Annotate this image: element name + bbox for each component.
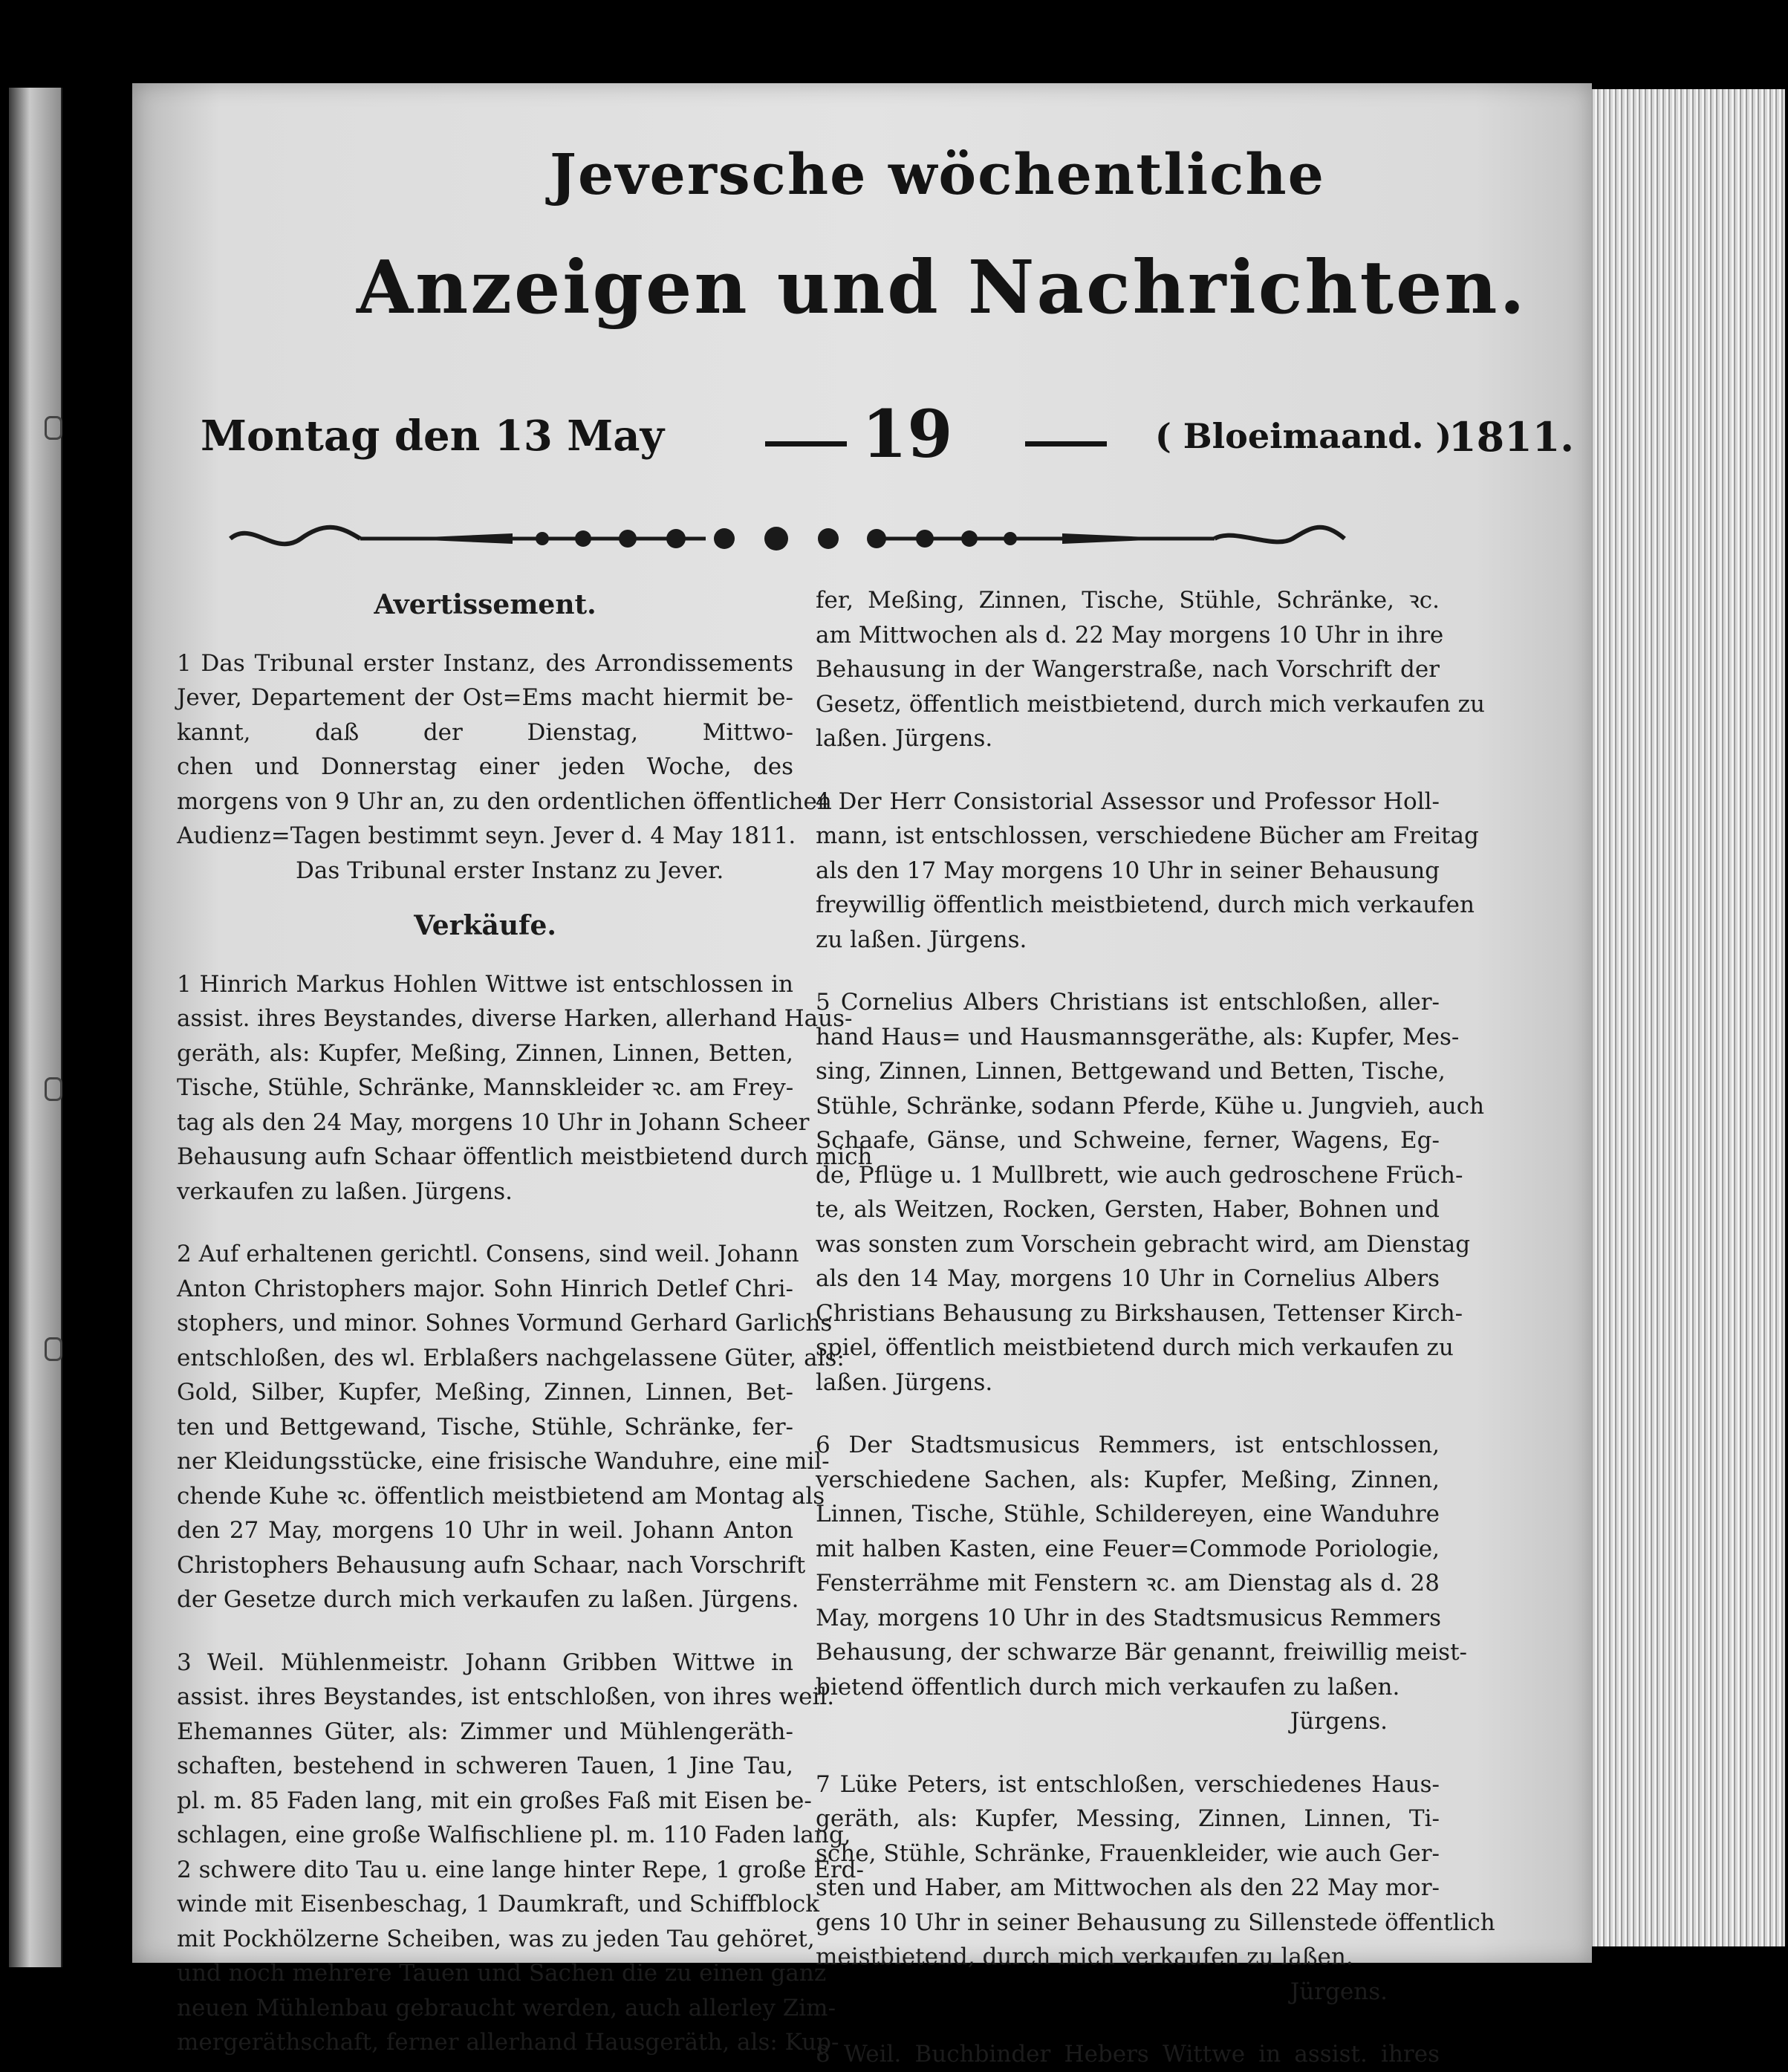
text-line: sten und Haber, am Mittwochen als den 22 May mor-: [816, 1874, 1440, 1901]
issue-date: Montag den 13 May: [201, 412, 665, 461]
page-stack-edges: [1575, 89, 1785, 1946]
text-line: der Gesetze durch mich verkaufen zu laßen. Jürgens.: [177, 1586, 799, 1613]
notice-sale-3-continued: [816, 583, 1485, 756]
text-line: sche, Stühle, Schränke, Frauenkleider, wie auch Ger-: [816, 1839, 1440, 1867]
text-line: 2 schwere dito Tau u. eine lange hinter Repe, 1 große Erd-: [177, 1856, 865, 1883]
notice-sale-5: [816, 985, 1485, 1400]
issue-year: 1811.: [1449, 413, 1575, 461]
text-line: mann, ist entschlossen, verschiedene Bücher am Freitag: [816, 822, 1479, 849]
text-line: laßen. Jürgens.: [816, 725, 993, 752]
text-line: 1 Hinrich Markus Hohlen Wittwe ist entschlossen in: [177, 970, 793, 998]
text-line: chen und Donnerstag einer jeden Woche, des: [177, 753, 793, 780]
dash-left: [765, 441, 847, 446]
text-line: Behausung in der Wangerstraße, nach Vorschrift der: [816, 656, 1440, 683]
previous-page-edge: [9, 88, 62, 1967]
text-line: gens 10 Uhr in seiner Behausung zu Sillenstede öffentlich: [816, 1909, 1495, 1936]
text-line: Fensterrähme mit Fenstern ꝛc. am Dienstag als d. 28: [816, 1570, 1440, 1597]
dateline: [201, 395, 1575, 472]
text-line: Stühle, Schränke, sodann Pferde, Kühe u. Jungvieh, auch: [816, 1092, 1485, 1120]
text-line: winde mit Eisenbeschag, 1 Daumkraft, und Schiffblock: [177, 1891, 820, 1917]
text-line: morgens von 9 Uhr an, zu den ordentlichen öffentlichen: [177, 787, 832, 815]
heading-avertissement: Avertissement.: [374, 589, 596, 620]
text-line: schaften, bestehend in schweren Tauen, 1 Jine Tau,: [177, 1753, 793, 1779]
text-line: hand Haus= und Hausmannsgeräthe, als: Kupfer, Mes-: [816, 1023, 1460, 1050]
text-line: geräth, als: Kupfer, Messing, Zinnen, Linnen, Ti-: [816, 1805, 1440, 1832]
text-line: Gesetz, öffentlich meistbietend, durch mich verkaufen zu: [816, 690, 1485, 718]
notice-signature: Jürgens.: [1290, 1708, 1388, 1735]
text-line: Behausung, der schwarze Bär genannt, freiwillig meist-: [816, 1639, 1468, 1666]
text-line: de, Pflüge u. 1 Mullbrett, wie auch gedroschene Früch-: [816, 1161, 1463, 1189]
text-line: als den 14 May, morgens 10 Uhr in Cornelius Albers: [816, 1265, 1440, 1292]
text-line: stophers, und minor. Sohnes Vormund Gerhard Garlichs: [177, 1310, 833, 1337]
text-line: freywillig öffentlich meistbietend, durch mich verkaufen: [816, 892, 1475, 918]
text-line: ten und Bettgewand, Tische, Stühle, Schränke, fer-: [177, 1413, 793, 1441]
text-line: mit halben Kasten, eine Feuer=Commode Poriologie,: [816, 1535, 1440, 1562]
text-line: Jever, Departement der Ost=Ems macht hiermit be-: [177, 684, 793, 711]
notice-sale-6: [816, 1428, 1468, 1739]
text-line: zu laßen. Jürgens.: [816, 926, 1027, 953]
dash-right: [1025, 441, 1107, 446]
text-line: 8 Weil. Buchbinder Hebers Wittwe in assist. ihres: [816, 2041, 1440, 2068]
left-column: [177, 583, 873, 2060]
text-line: te, als Weitzen, Rocken, Gersten, Haber, Bohnen und: [816, 1196, 1440, 1223]
text-line: 2 Auf erhaltenen gerichtl. Consens, sind weil. Johann: [177, 1241, 799, 1267]
text-line: den 27 May, morgens 10 Uhr in weil. Johann Anton: [177, 1517, 793, 1544]
text-line: Linnen, Tische, Stühle, Schildereyen, eine Wanduhre: [816, 1501, 1440, 1527]
text-line: am Mittwochen als d. 22 May morgens 10 Uhr in ihre: [816, 621, 1444, 649]
text-line: Tische, Stühle, Schränke, Mannskleider ꝛc. am Frey-: [177, 1074, 794, 1101]
text-line: chende Kuhe ꝛc. öffentlich meistbietend am Montag als: [177, 1482, 825, 1510]
month-alt-name: ( Bloeimaand. ): [1155, 416, 1452, 456]
text-line: 6 Der Stadtsmusicus Remmers, ist entschlossen,: [816, 1432, 1440, 1458]
text-line: Christophers Behausung aufn Schaar, nach Vorschrift: [177, 1551, 806, 1579]
notice-sale-7: [816, 1767, 1495, 2010]
masthead-title-line1: Jeversche wöchentliche: [550, 141, 1325, 207]
notice-sale-1: [177, 967, 873, 1209]
text-line: 4 Der Herr Consistorial Assessor und Professor Holl-: [816, 787, 1440, 815]
text-line: geräth, als: Kupfer, Meßing, Zinnen, Linnen, Betten,: [177, 1039, 793, 1067]
notice-tribunal: [177, 646, 832, 889]
text-line: Ehemannes Güter, als: Zimmer und Mühlengeräth-: [177, 1718, 793, 1745]
text-line: assist. ihres Beystandes, diverse Harken, allerhand Haus-: [177, 1005, 853, 1032]
masthead-title-line2: Anzeigen und Nachrichten.: [357, 245, 1527, 331]
text-line: 1 Das Tribunal erster Instanz, des Arrondissements: [177, 649, 793, 677]
issue-number: 19: [862, 395, 953, 472]
binding-stitch: [45, 1337, 62, 1361]
text-line: kannt, daß der Dienstag, Mittwo-: [177, 718, 793, 746]
text-line: Gold, Silber, Kupfer, Meßing, Zinnen, Linnen, Bet-: [177, 1379, 793, 1406]
text-line: fer, Meßing, Zinnen, Tische, Stühle, Schränke, ꝛc.: [816, 587, 1440, 614]
text-line: entschloßen, des wl. Erblaßers nachgelassene Güter, als:: [177, 1344, 845, 1371]
notice-sale-8: [816, 2037, 1440, 2072]
text-line: pl. m. 85 Faden lang, mit ein großes Faß mit Eisen be-: [177, 1787, 812, 1814]
text-line: neuen Mühlenbau gebraucht werden, auch allerley Zim-: [177, 1994, 836, 2021]
text-line: meistbietend, durch mich verkaufen zu laßen.: [816, 1943, 1353, 1970]
text-line: 7 Lüke Peters, ist entschloßen, verschiedenes Haus-: [816, 1770, 1440, 1798]
notice-signature: Das Tribunal erster Instanz zu Jever.: [296, 857, 724, 884]
text-line: Behausung aufn Schaar öffentlich meistbietend durch mich: [177, 1143, 873, 1170]
text-line: Christians Behausung zu Birkshausen, Tettenser Kirch-: [816, 1299, 1463, 1327]
notice-signature: Jürgens.: [1290, 1978, 1388, 2005]
text-line: verkaufen zu laßen. Jürgens.: [177, 1178, 513, 1205]
text-line: laßen. Jürgens.: [816, 1368, 993, 1396]
text-line: Audienz=Tagen bestimmt seyn. Jever d. 4 May 1811.: [177, 822, 796, 849]
text-line: verschiedene Sachen, als: Kupfer, Meßing, Zinnen,: [816, 1466, 1440, 1493]
text-line: 3 Weil. Mühlenmeistr. Johann Gribben Wittwe in: [177, 1649, 793, 1676]
text-line: mit Pockhölzerne Scheiben, was zu jeden Tau gehöret,: [177, 1925, 815, 1952]
text-line: ner Kleidungsstücke, eine frisische Wanduhre, eine mil-: [177, 1448, 830, 1475]
text-line: bietend öffentlich durch mich verkaufen zu laßen.: [816, 1673, 1400, 1701]
text-line: May, morgens 10 Uhr in des Stadtsmusicus Remmers: [816, 1604, 1442, 1631]
text-line: assist. ihres Beystandes, ist entschloßen, von ihres weil.: [177, 1683, 835, 1710]
text-line: als den 17 May morgens 10 Uhr in seiner Behausung: [816, 857, 1440, 884]
text-line: Anton Christophers major. Sohn Hinrich Detlef Chri-: [177, 1275, 793, 1302]
text-line: mergeräthschaft, ferner allerhand Hausgeräth, als: Kup-: [177, 2029, 839, 2056]
ornamental-rule: [230, 513, 1345, 565]
notice-sale-4: [816, 785, 1479, 958]
notice-sale-2: [177, 1237, 845, 1617]
text-line: spiel, öffentlich meistbietend durch mich verkaufen zu: [816, 1334, 1454, 1361]
binding-stitch: [45, 416, 62, 440]
text-line: sing, Zinnen, Linnen, Bettgewand und Betten, Tische,: [816, 1058, 1446, 1085]
text-line: schlagen, eine große Walfischliene pl. m. 110 Faden lang,: [177, 1822, 851, 1848]
text-line: und noch mehrere Tauen und Sachen die zu einen ganz: [177, 1960, 827, 1987]
text-line: tag als den 24 May, morgens 10 Uhr in Johann Scheer: [177, 1108, 810, 1136]
binding-stitch: [45, 1077, 62, 1101]
text-line: 5 Cornelius Albers Christians ist entschloßen, aller-: [816, 989, 1440, 1016]
text-line: was sonsten zum Vorschein gebracht wird, am Dienstag: [816, 1230, 1471, 1258]
right-column: [816, 583, 1495, 2072]
notice-sale-3: [177, 1646, 865, 2060]
text-line: Schaafe, Gänse, und Schweine, ferner, Wagens, Eg-: [816, 1127, 1440, 1154]
heading-verkaeufe: Verkäufe.: [414, 910, 556, 941]
